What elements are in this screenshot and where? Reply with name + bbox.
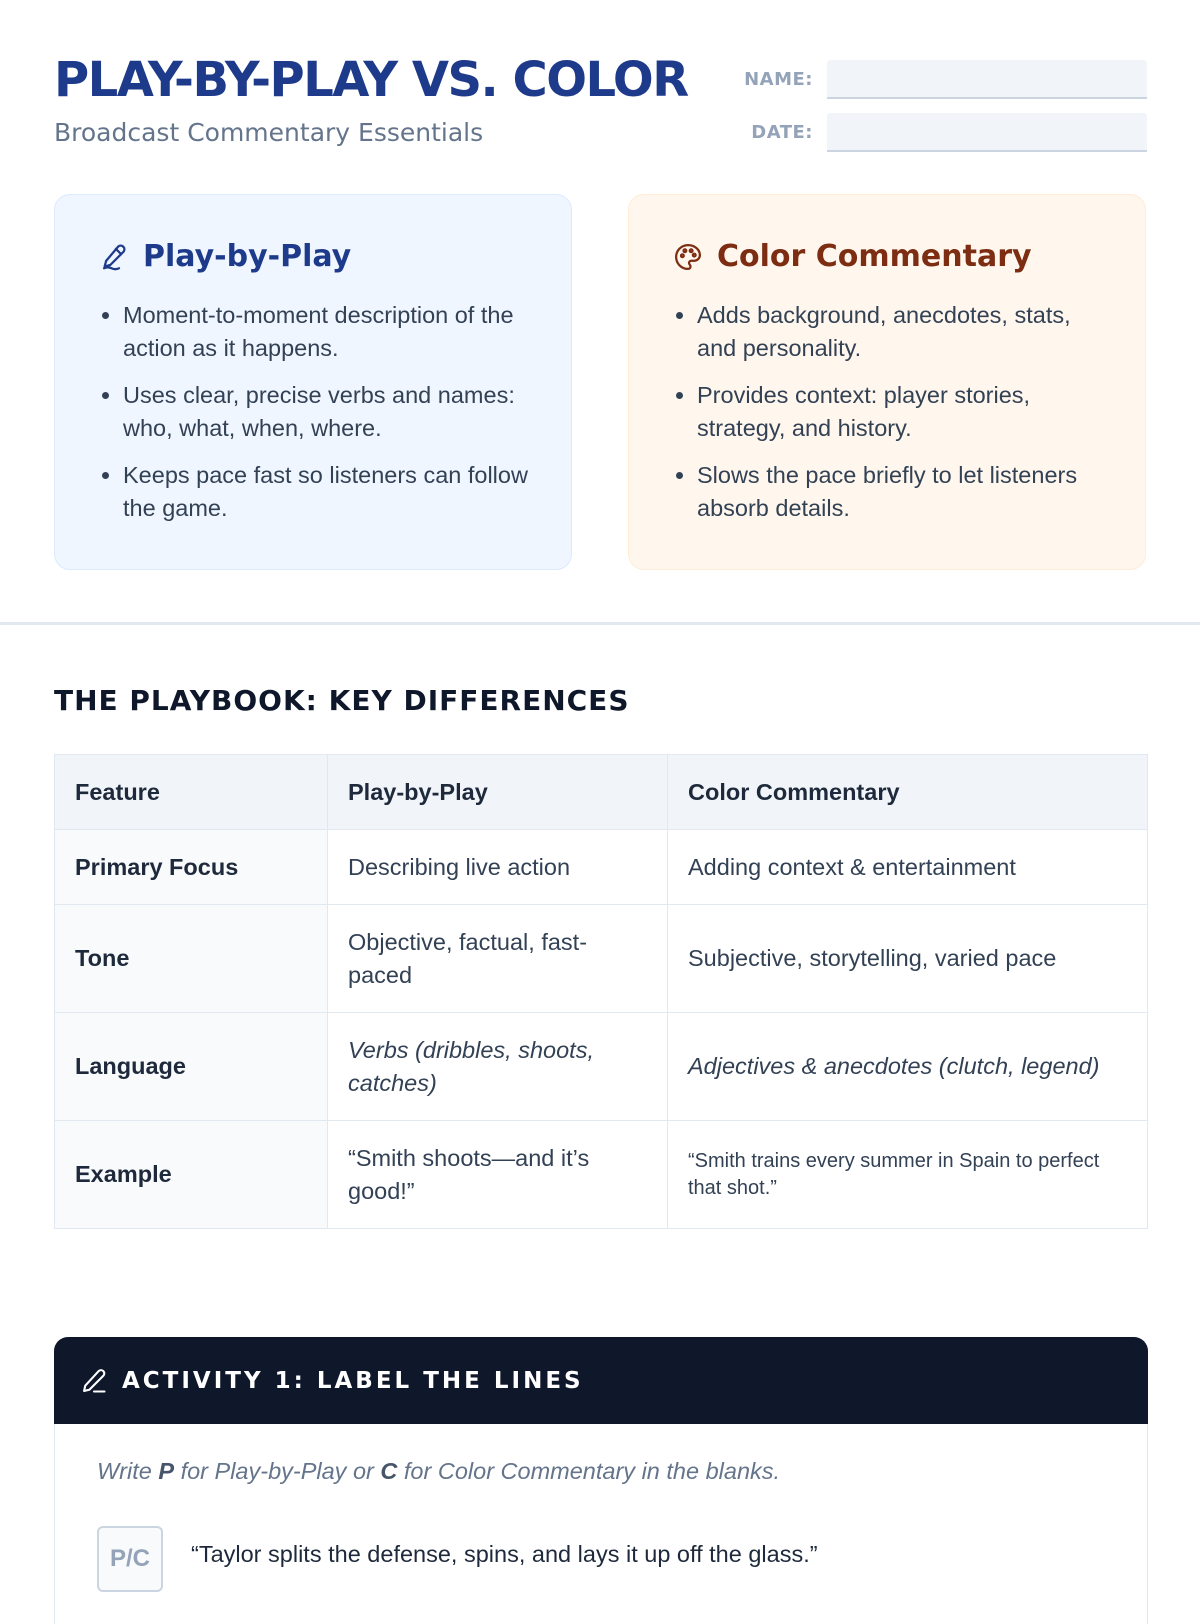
table-row: [55, 1121, 1148, 1229]
key-differences-table: [54, 754, 1148, 1229]
table-row: [55, 905, 1148, 1013]
date-field[interactable]: [827, 113, 1147, 152]
color-commentary-card-title: Color Commentary: [717, 239, 1032, 274]
bullet-item: • Provides context: player stories, strategy, and history.: [697, 379, 1115, 445]
table-row: [55, 830, 1148, 905]
table-cell: “Smith trains every summer in Spain to perfect that shot.”: [668, 1121, 1148, 1229]
answer-box[interactable]: P/C: [97, 1526, 163, 1592]
bullet-item: • Slows the pace briefly to let listeners absorb details.: [697, 459, 1115, 525]
pen-icon: [99, 242, 129, 272]
table-cell: Describing live action: [328, 830, 668, 905]
activity-line-text: “Taylor splits the defense, spins, and lays it up off the glass.”: [191, 1541, 818, 1567]
bullet-item: • Uses clear, precise verbs and names: who, what, when, where.: [123, 379, 541, 445]
name-row: [733, 60, 1147, 99]
table-cell-feature: Primary Focus: [55, 830, 328, 905]
play-by-play-card-header: [99, 239, 351, 274]
playbook-section-title: THE PLAYBOOK: KEY DIFFERENCES: [54, 684, 630, 717]
date-row: [733, 113, 1147, 152]
section-divider: [0, 622, 1200, 625]
instructions-text: Write: [97, 1458, 159, 1484]
color-commentary-card: [628, 194, 1146, 570]
play-by-play-card-title: Play-by-Play: [143, 239, 352, 274]
bullet-item: • Keeps pace fast so listeners can follow the game.: [123, 459, 541, 525]
table-cell-feature: Tone: [55, 905, 328, 1013]
table-cell: Adjectives & anecdotes (clutch, legend): [668, 1013, 1148, 1121]
table-cell: Adding context & entertainment: [668, 830, 1148, 905]
table-cell-feature: Language: [55, 1013, 328, 1121]
page-title: PLAY-BY-PLAY VS. COLOR: [54, 52, 688, 108]
activity-header: [54, 1337, 1148, 1424]
activity-body: [54, 1424, 1148, 1624]
color-commentary-bullets: [673, 299, 1115, 539]
table-cell: Subjective, storytelling, varied pace: [668, 905, 1148, 1013]
play-by-play-bullets: [99, 299, 541, 539]
activity-title: ACTIVITY 1: LABEL THE LINES: [122, 1367, 584, 1394]
bullet-item: • Adds background, anecdotes, stats, and personality.: [697, 299, 1115, 365]
table-header-cell: Color Commentary: [668, 755, 1148, 830]
table-row: [55, 1013, 1148, 1121]
page-subtitle: Broadcast Commentary Essentials: [54, 118, 484, 147]
palette-icon: [673, 242, 703, 272]
color-commentary-card-header: [673, 239, 1032, 274]
table-header-cell: Play-by-Play: [328, 755, 668, 830]
table-cell-feature: Example: [55, 1121, 328, 1229]
table-cell: Verbs (dribbles, shoots, catches): [328, 1013, 668, 1121]
play-by-play-card: [54, 194, 572, 570]
pencil-icon: [80, 1367, 108, 1395]
table-header-row: [55, 755, 1148, 830]
instructions-c-letter: C: [380, 1458, 398, 1484]
date-label: DATE:: [751, 122, 813, 143]
table-header-cell: Feature: [55, 755, 328, 830]
instructions-text: for Play-by-Play or: [174, 1458, 381, 1484]
table-cell: “Smith shoots—and it’s good!”: [328, 1121, 668, 1229]
instructions-p-letter: P: [158, 1458, 175, 1484]
name-label: NAME:: [744, 69, 813, 90]
bullet-item: • Moment-to-moment description of the action as it happens.: [123, 299, 541, 365]
table-cell: Objective, factual, fast-paced: [328, 905, 668, 1013]
name-field[interactable]: [827, 60, 1147, 99]
instructions-text: for Color Commentary in the blanks.: [397, 1458, 781, 1484]
activity-instructions: [97, 1458, 780, 1485]
